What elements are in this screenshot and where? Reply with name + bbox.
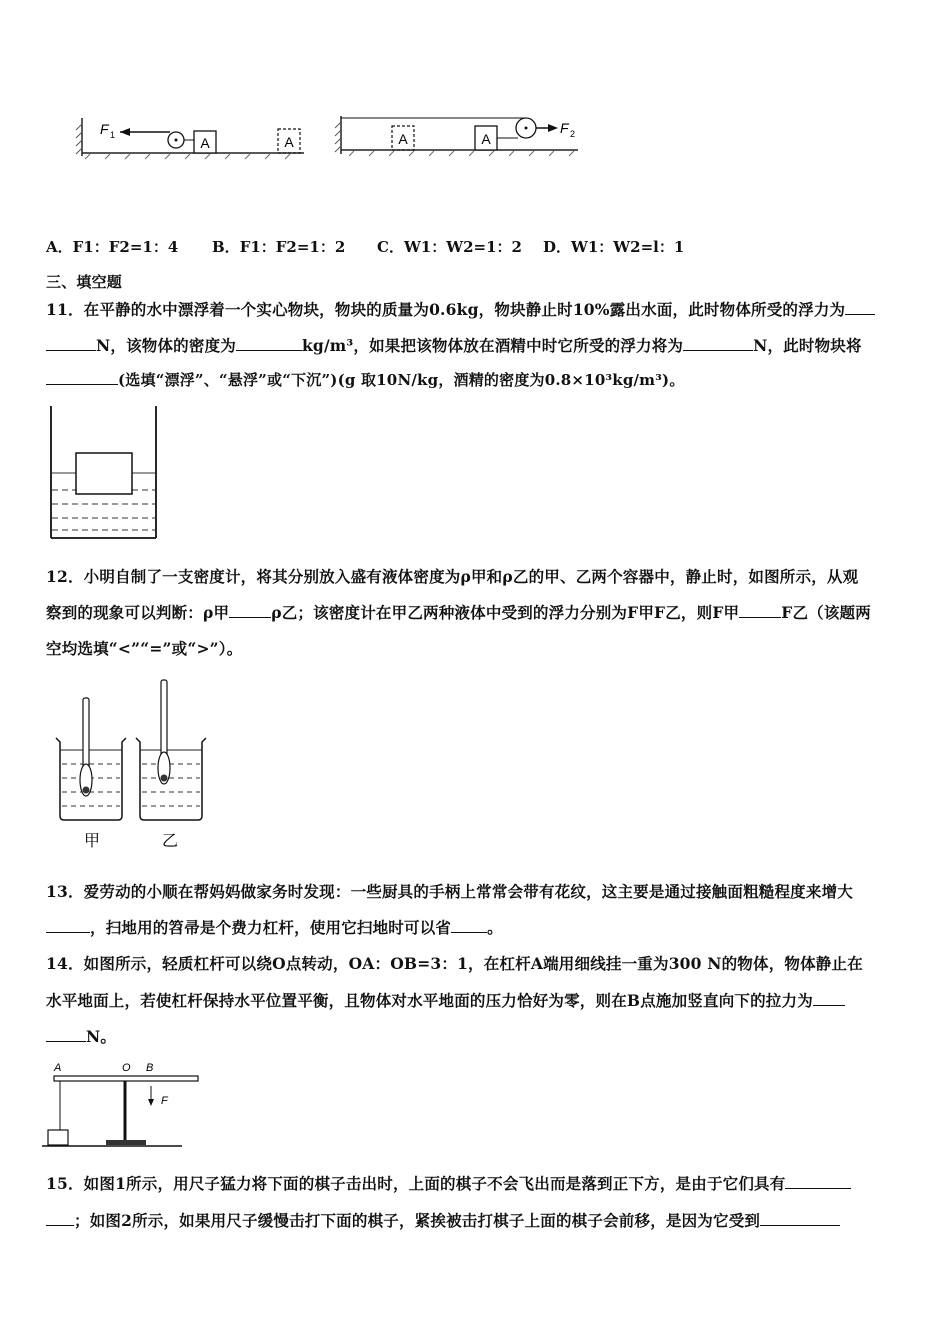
q15-blank-1b[interactable] xyxy=(46,1211,74,1226)
q11-line-3 xyxy=(46,369,685,390)
q13-blank-2[interactable] xyxy=(451,918,487,933)
q14-label-a: A xyxy=(54,1062,62,1074)
q11-text-2a: N，该物体的密度为 xyxy=(96,336,236,355)
q11-line-1 xyxy=(46,298,875,320)
q10-option-b xyxy=(212,236,345,257)
q12-blank-1[interactable] xyxy=(229,603,271,618)
q15-text-2: ；如图2所示，如果用尺子缓慢击打下面的棋子，紧挨被击打棋子上面的棋子会前移，是因为它受到 xyxy=(74,1211,761,1230)
q10-ghost-block-1-label: A xyxy=(284,134,294,150)
q14-blank-1[interactable] xyxy=(813,991,845,1006)
q13-text-2b: 。 xyxy=(487,918,503,937)
q12-figure-beakers xyxy=(50,676,220,854)
q14-blank-1b[interactable] xyxy=(46,1027,86,1042)
q13-text-2a: ，扫地用的笤帚是个费力杠杆，使用它扫地时可以省 xyxy=(90,918,452,937)
q15-blank-1[interactable] xyxy=(785,1174,851,1189)
q14-label-b: B xyxy=(146,1062,154,1074)
option-letter: A． xyxy=(46,238,73,256)
q14-lever-bar xyxy=(54,1076,198,1081)
q11-text-2b: kg/m³，如果把该物体放在酒精中时它所受的浮力将为 xyxy=(301,336,684,355)
q14-text-3: N。 xyxy=(86,1027,117,1046)
q10-block-a-2-label: A xyxy=(481,131,491,147)
q10-option-a xyxy=(46,236,178,257)
q12-text-2c: F乙（该题两 xyxy=(781,603,871,622)
q11-text-3: (选填“漂浮”、“悬浮”或“下沉”)(g 取10N/kg，酒精的密度为0.8×10³kg/m³)。 xyxy=(118,371,685,389)
q11-blank-2[interactable] xyxy=(236,336,302,351)
section-title: 三、填空题 xyxy=(46,273,123,291)
q10-option-c xyxy=(377,236,522,257)
option-text: F1：F2=1：4 xyxy=(72,238,179,256)
option-letter: B． xyxy=(212,238,240,256)
q14-line-1: 14．如图所示，轻质杠杆可以绕O点转动，OA：OB=3：1，在杠杆A端用细线挂一重为300 N的物体，物体静止在 xyxy=(46,954,863,973)
q14-label-f: F xyxy=(161,1095,168,1107)
q10-f2-label: F xyxy=(560,120,569,136)
q10-ghost-block-2-label: A xyxy=(398,131,408,147)
q15-line-2 xyxy=(46,1209,840,1231)
q11-blank-4[interactable] xyxy=(46,370,118,385)
option-text: F1：F2=1：2 xyxy=(239,238,346,256)
q12-text-2b: ρ乙；该密度计在甲乙两种液体中受到的浮力分别为F甲F乙，则F甲 xyxy=(271,603,740,622)
q10-option-d xyxy=(543,236,684,257)
q10-figure-2 xyxy=(334,112,584,162)
q11-blank-3[interactable] xyxy=(683,336,753,351)
q13-blank-1[interactable] xyxy=(46,918,90,933)
option-letter: C． xyxy=(377,238,404,256)
q13-line-1: 13．爱劳动的小顺在帮妈妈做家务时发现：一些厨具的手柄上常常会带有花纹，这主要是通过接触面粗糙程度来增大 xyxy=(46,882,853,901)
q12-label-yi: 乙 xyxy=(161,833,179,850)
q15-line-1 xyxy=(46,1172,851,1194)
beaker-jia xyxy=(56,698,126,820)
q10-block-a-1-label: A xyxy=(200,135,210,151)
q14-hanging-object xyxy=(48,1130,68,1145)
q10-figure-1 xyxy=(70,112,310,162)
q15-text-1: 15．如图1所示，用尺子猛力将下面的棋子击出时，上面的棋子不会飞出而是落到正下方，是由于它们具有 xyxy=(46,1174,786,1193)
option-letter: D． xyxy=(543,238,572,256)
q14-figure-lever xyxy=(42,1058,207,1150)
q11-text-1: 11．在平静的水中漂浮着一个实心物块，物块的质量为0.6kg，物块静止时10%露出水面，此时物体所受的浮力为 xyxy=(46,300,846,319)
q14-label-o: O xyxy=(122,1062,131,1074)
q15-blank-2[interactable] xyxy=(760,1211,840,1226)
q10-f2-sub: 2 xyxy=(570,129,576,139)
q14-line-3 xyxy=(46,1025,116,1047)
q11-blank-1b[interactable] xyxy=(46,336,96,351)
q11-line-2 xyxy=(46,334,862,356)
q10-f1-label: F xyxy=(100,121,109,137)
q14-text-2: 水平地面上，若使杠杆保持水平位置平衡，且物体对水平地面的压力恰好为零，则在B点施加竖直向下的拉力为 xyxy=(46,991,813,1010)
option-text: W1：W2=l：1 xyxy=(571,238,685,256)
q12-line-2 xyxy=(46,601,871,623)
q12-label-jia: 甲 xyxy=(83,833,101,850)
q11-figure-container xyxy=(46,404,161,544)
q12-line-3: 空均选填“<”“=”或“>”）。 xyxy=(46,639,243,658)
q14-line-2 xyxy=(46,989,845,1011)
q11-text-2c: N，此时物块将 xyxy=(753,336,862,355)
q13-line-2 xyxy=(46,916,503,938)
q12-blank-2[interactable] xyxy=(739,603,781,618)
beaker-yi xyxy=(136,680,206,820)
q11-floating-block xyxy=(76,453,132,494)
option-text: W1：W2=1：2 xyxy=(403,238,522,256)
q12-text-2a: 察到的现象可以判断：ρ甲 xyxy=(46,603,230,622)
q10-f1-sub: 1 xyxy=(110,130,116,140)
q11-blank-1[interactable] xyxy=(845,300,875,315)
q12-line-1: 12．小明自制了一支密度计，将其分别放入盛有液体密度为ρ甲和ρ乙的甲、乙两个容器中，静止时，如图所示，从观 xyxy=(46,567,859,586)
